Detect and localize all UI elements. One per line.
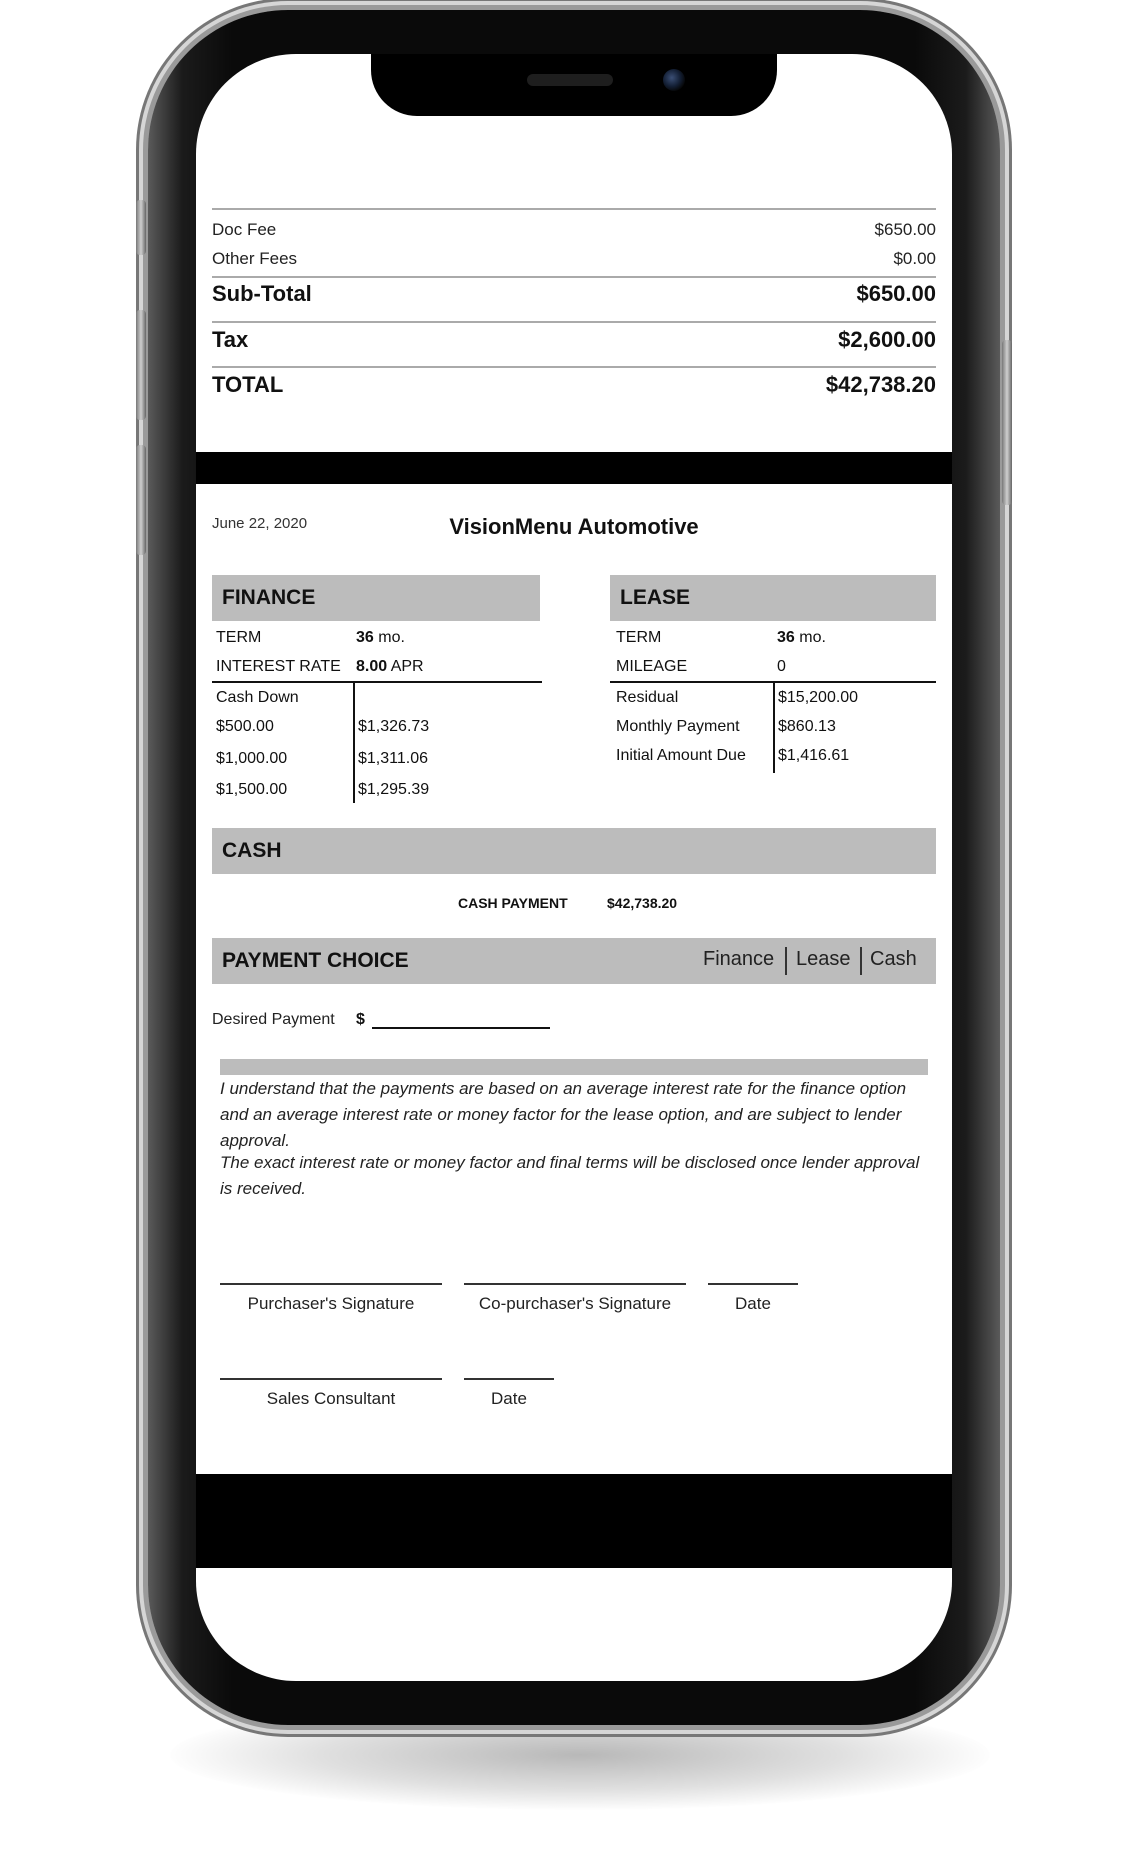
date-signature-label-1: Date bbox=[735, 1294, 771, 1313]
finance-rate-value: 8.00 APR bbox=[356, 658, 424, 675]
lease-term-value: 36 mo. bbox=[777, 629, 826, 646]
lease-column-divider bbox=[773, 683, 775, 773]
phone-screen bbox=[196, 54, 952, 1681]
cash-payment-label: CASH PAYMENT bbox=[458, 895, 568, 911]
payment-option-cash[interactable]: Cash bbox=[870, 948, 917, 970]
cash-header bbox=[212, 828, 936, 874]
side-button-volume-up bbox=[136, 310, 146, 420]
lease-mileage-value: 0 bbox=[777, 658, 786, 675]
finance-divider bbox=[212, 681, 542, 683]
cash-title: CASH bbox=[222, 839, 282, 862]
desired-payment-label: Desired Payment bbox=[212, 1011, 335, 1028]
date-signature-line-1[interactable] bbox=[708, 1283, 798, 1285]
finance-title: FINANCE bbox=[222, 586, 316, 609]
payment-option-lease[interactable]: Lease bbox=[796, 948, 851, 970]
tax-label: Tax bbox=[212, 327, 249, 352]
other-fees-value: $0.00 bbox=[893, 249, 936, 268]
lease-initial-label: Initial Amount Due bbox=[616, 747, 746, 764]
desired-payment-field[interactable] bbox=[372, 1027, 550, 1029]
copurchaser-signature-label: Co-purchaser's Signature bbox=[478, 1294, 672, 1313]
lease-term-label: TERM bbox=[616, 629, 662, 646]
finance-term-label: TERM bbox=[216, 629, 262, 646]
total-rule bbox=[212, 366, 936, 368]
disclaimer-bar bbox=[220, 1059, 928, 1075]
page-footer-band bbox=[196, 1474, 952, 1568]
subtotal-label: Sub-Total bbox=[212, 281, 312, 306]
copurchaser-signature-line[interactable] bbox=[464, 1283, 686, 1285]
cash-payment-value: $42,738.20 bbox=[607, 895, 678, 911]
sales-consultant-label: Sales Consultant bbox=[266, 1389, 396, 1408]
sales-consultant-line[interactable] bbox=[220, 1378, 442, 1380]
side-button-volume-down bbox=[136, 445, 146, 555]
lease-residual-value: $15,200.00 bbox=[778, 689, 859, 706]
finance-column-divider bbox=[353, 683, 355, 803]
side-button-mute bbox=[136, 200, 146, 255]
cash-down-label: Cash Down bbox=[216, 689, 299, 706]
lease-monthly-value: $860.13 bbox=[778, 718, 836, 735]
finance-header bbox=[212, 575, 540, 621]
desired-payment-currency: $ bbox=[356, 1011, 365, 1028]
total-label: TOTAL bbox=[212, 372, 284, 397]
purchaser-signature-label: Purchaser's Signature bbox=[247, 1294, 415, 1313]
subtotal-rule bbox=[212, 276, 936, 278]
tax-value: $2,600.00 bbox=[838, 327, 936, 352]
document-date: June 22, 2020 bbox=[212, 515, 308, 532]
finance-row-0-payment: $1,326.73 bbox=[358, 718, 430, 735]
company-name: VisionMenu Automotive bbox=[449, 514, 699, 539]
doc-fee-label: Doc Fee bbox=[212, 220, 277, 239]
fees-top-rule bbox=[212, 208, 936, 210]
side-button-power bbox=[1002, 340, 1012, 505]
finance-term-value: 36 mo. bbox=[356, 629, 405, 646]
finance-row-1-down: $1,000.00 bbox=[216, 750, 288, 767]
front-camera-icon bbox=[663, 69, 685, 91]
purchaser-signature-line[interactable] bbox=[220, 1283, 442, 1285]
payment-option-finance[interactable]: Finance bbox=[703, 948, 775, 970]
lease-monthly-label: Monthly Payment bbox=[616, 718, 740, 735]
subtotal-value: $650.00 bbox=[856, 281, 936, 306]
disclaimer-paragraph-2: The exact interest rate or money factor and final terms will be disclosed once lender approval is received. bbox=[220, 1153, 920, 1198]
lease-mileage-label: MILEAGE bbox=[616, 658, 688, 675]
payment-option-divider-2 bbox=[860, 947, 862, 975]
other-fees-label: Other Fees bbox=[212, 249, 298, 268]
finance-row-1-payment: $1,311.06 bbox=[358, 750, 428, 767]
finance-row-2-payment: $1,295.39 bbox=[358, 781, 430, 798]
finance-row-2-down: $1,500.00 bbox=[216, 781, 288, 798]
total-value: $42,738.20 bbox=[825, 372, 936, 397]
doc-fee-value: $650.00 bbox=[874, 220, 936, 239]
disclaimer-paragraph-1: I understand that the payments are based on an average interest rate for the finance option and an average interest rate or money factor for the lease option, and are subject to lender approval. bbox=[220, 1079, 907, 1150]
date-signature-line-2[interactable] bbox=[464, 1378, 554, 1380]
page-separator bbox=[196, 452, 952, 484]
finance-row-0-down: $500.00 bbox=[216, 718, 274, 735]
payment-choice-title: PAYMENT CHOICE bbox=[222, 949, 409, 972]
payment-option-divider-1 bbox=[785, 947, 787, 975]
lease-title: LEASE bbox=[620, 586, 691, 609]
phone-frame bbox=[148, 10, 1000, 1725]
speaker-grille bbox=[527, 74, 613, 86]
lease-initial-value: $1,416.61 bbox=[778, 747, 850, 764]
phone-notch bbox=[371, 54, 777, 116]
date-signature-label-2: Date bbox=[491, 1389, 527, 1408]
tax-rule bbox=[212, 321, 936, 323]
lease-residual-label: Residual bbox=[616, 689, 679, 706]
finance-rate-label: INTEREST RATE bbox=[216, 658, 341, 675]
lease-header bbox=[610, 575, 936, 621]
